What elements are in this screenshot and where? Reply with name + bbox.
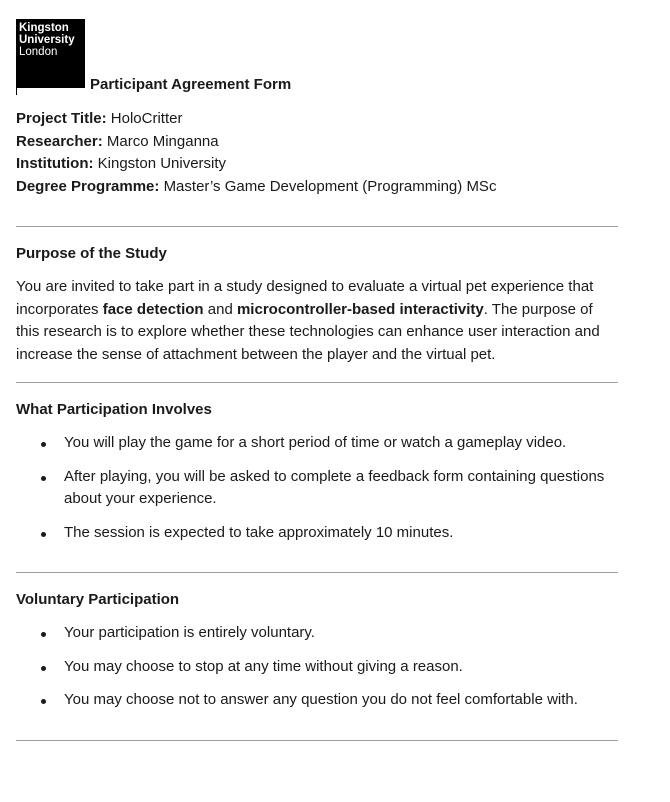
meta-row-researcher [16, 131, 618, 154]
meta-value: Marco Minganna [106, 132, 219, 150]
logo-line-3: London [19, 46, 58, 58]
involves-list [16, 432, 618, 544]
list-item: You may choose not to answer any question you do not feel comfortable with. [16, 689, 618, 712]
section-divider [16, 382, 618, 383]
document-header [16, 20, 618, 93]
purpose-text-1: You are invited to take part in a study designed to evaluate a virtual pet experience that incorporates [16, 278, 594, 318]
purpose-paragraph [16, 276, 618, 366]
meta-row-institution [16, 153, 618, 176]
logo-line-1: Kingston [19, 22, 69, 34]
list-item: The session is expected to take approximately 10 minutes. [16, 522, 618, 545]
voluntary-heading: Voluntary Participation [16, 591, 180, 608]
logo-line-2: University [19, 34, 75, 46]
meta-label: Degree Programme: [16, 177, 160, 195]
meta-label: Project Title: [16, 110, 107, 127]
purpose-text-3: . The purpose of this research is to explore whether these technologies can enhance user interaction and increase the sense of attachment between the player and the virtual pet. [16, 300, 600, 363]
meta-row-project-title [16, 108, 618, 131]
text-cursor-mark [16, 88, 17, 95]
list-item: After playing, you will be asked to complete a feedback form containing questions about your experience. [16, 466, 618, 511]
purpose-bold-microcontroller: microcontroller-based interactivity [236, 300, 484, 318]
meta-label: Researcher: [16, 132, 103, 150]
purpose-bold-face-detection: face detection [102, 300, 204, 318]
list-item: You may choose to stop at any time without giving a reason. [16, 656, 618, 679]
meta-label: Institution: [16, 155, 94, 172]
voluntary-list [16, 622, 618, 712]
document-page [16, 20, 618, 741]
purpose-text-2: and [203, 300, 237, 318]
section-divider [16, 740, 618, 741]
meta-row-degree-programme [16, 176, 618, 199]
meta-value: Master’s Game Development (Programming) MSc [163, 177, 497, 195]
section-divider [16, 572, 618, 573]
section-divider [16, 226, 618, 227]
involves-heading: What Participation Involves [16, 401, 212, 418]
project-details [16, 108, 618, 198]
kingston-university-logo [16, 19, 85, 88]
list-item: Your participation is entirely voluntary. [16, 622, 618, 645]
meta-value: HoloCritter [110, 110, 183, 127]
meta-value: Kingston University [97, 155, 227, 172]
purpose-heading: Purpose of the Study [16, 245, 167, 262]
list-item: You will play the game for a short period of time or watch a gameplay video. [16, 432, 618, 455]
form-title: Participant Agreement Form [90, 76, 292, 93]
